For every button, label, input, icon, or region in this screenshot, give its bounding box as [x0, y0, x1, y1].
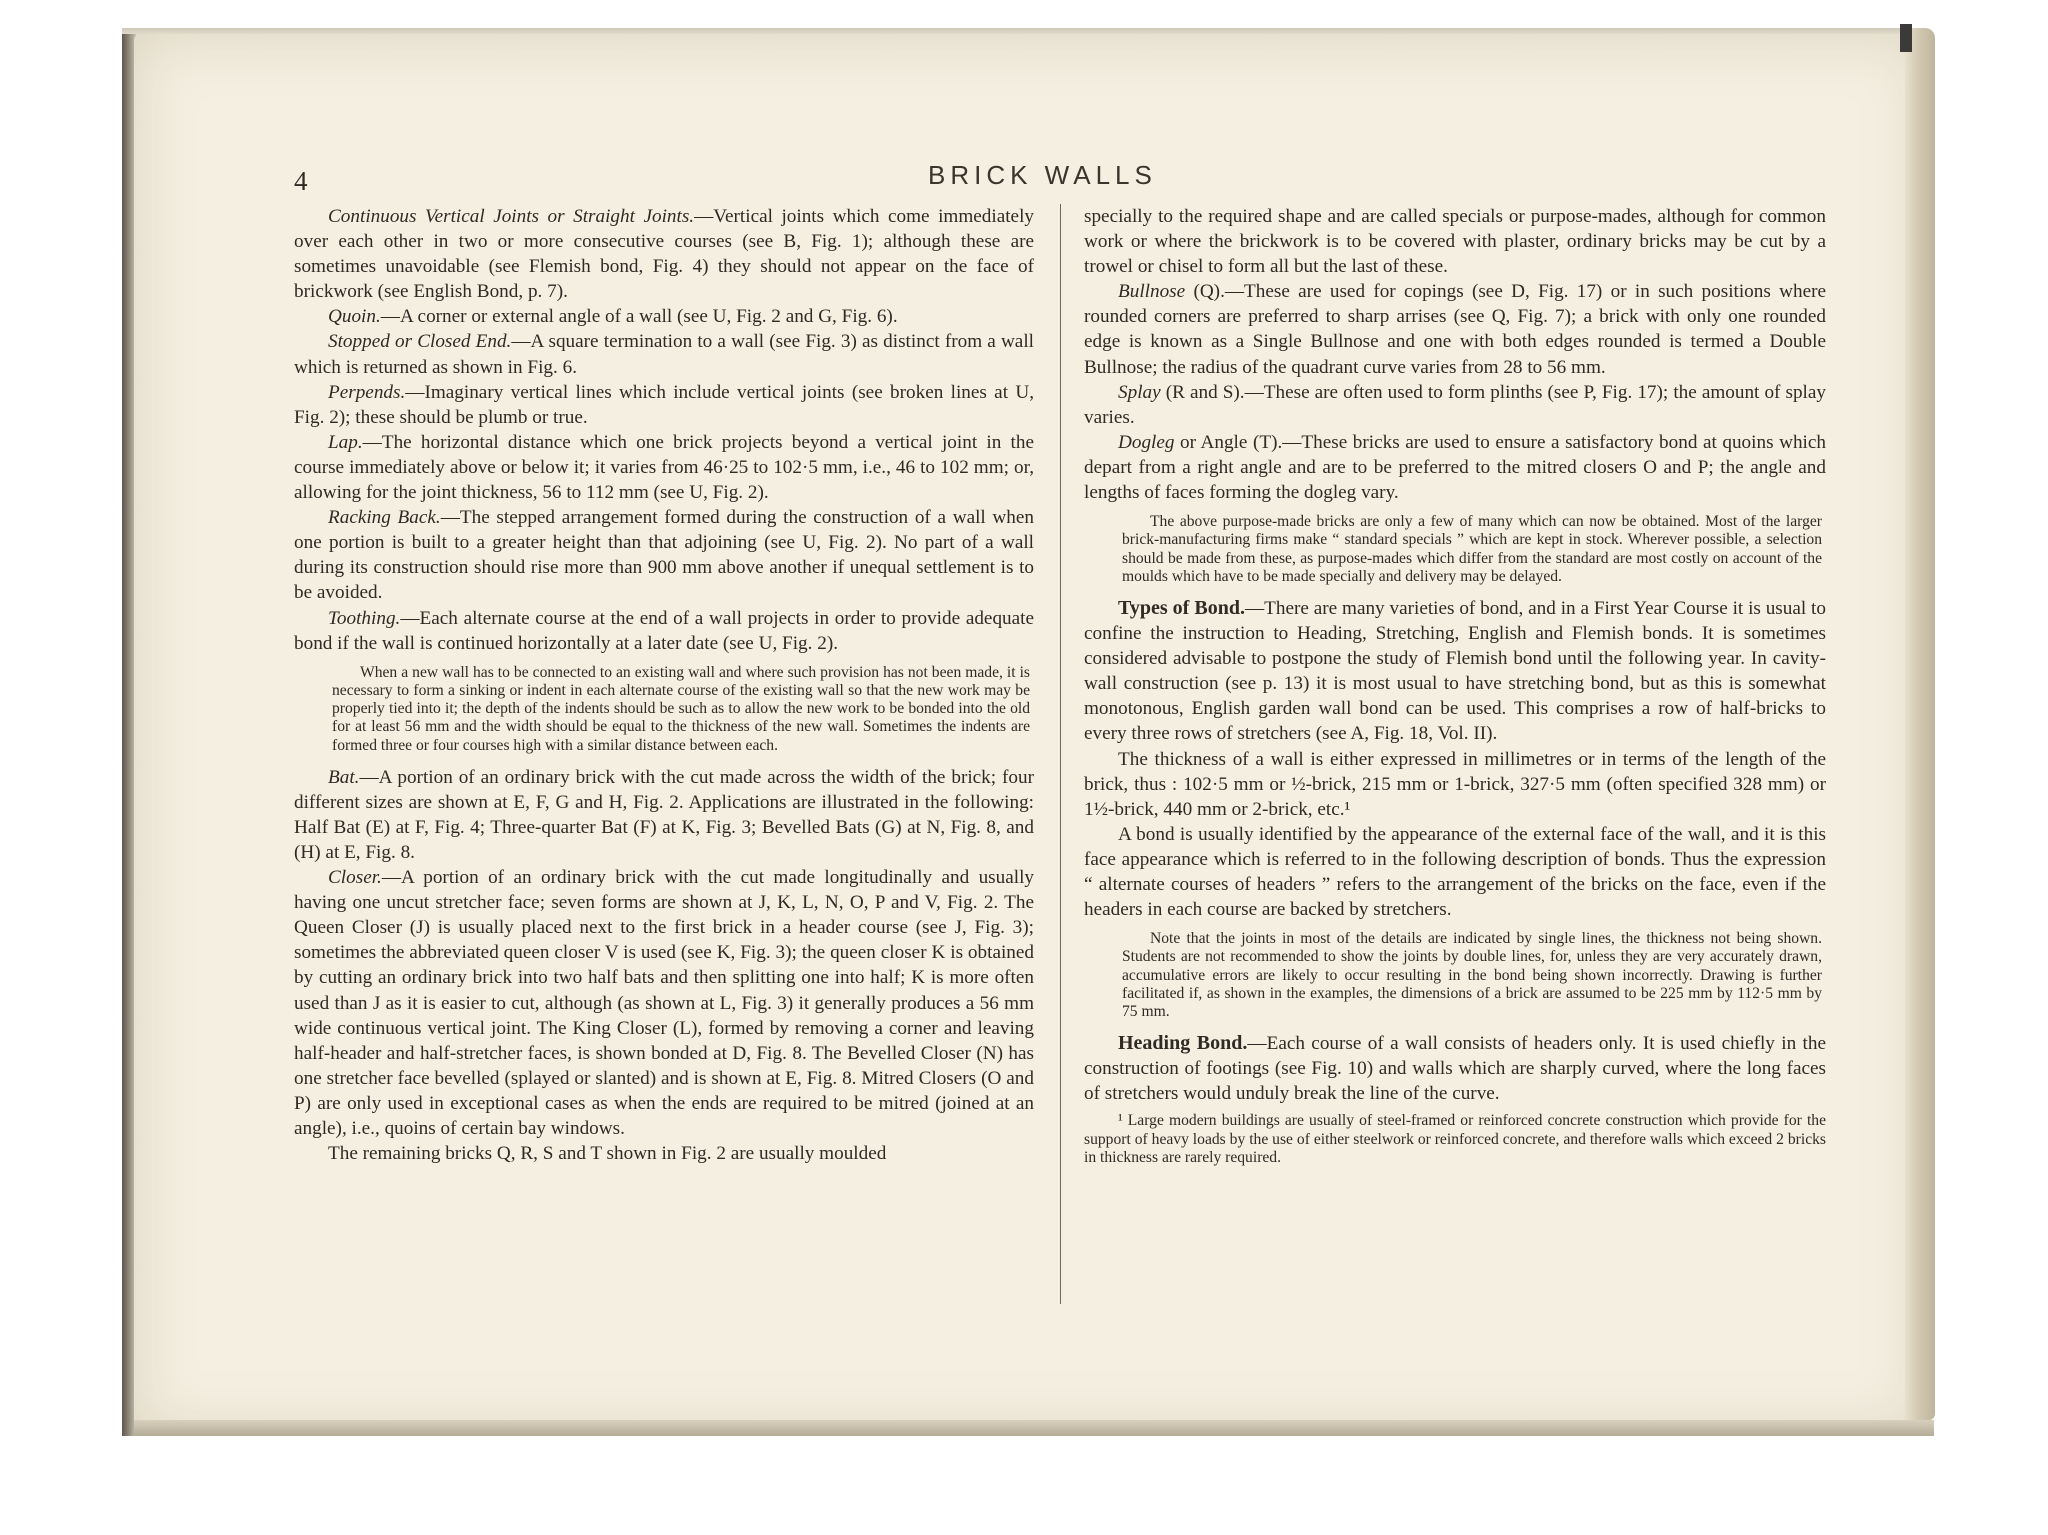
paragraph — [1084, 1031, 1826, 1106]
paragraph-text: —A square termination to a wall (see Fig. 3) as distinct from a wall which is returned as shown in Fig. 6. — [294, 331, 1034, 378]
paragraph-text: specially to the required shape and are called specials or purpose-mades, although for common work or where the brickwork is to be covered with plaster, ordinary bricks may be cut by a trowel or chisel to form all but the last of these. — [1084, 206, 1826, 278]
left-paragraphs — [294, 204, 1034, 656]
paragraph-term: Bullnose — [1118, 281, 1186, 303]
column-rule — [1060, 204, 1061, 1304]
paragraph-text: A bond is usually identified by the appearance of the external face of the wall, and it is this face appearance which is referred to in the following description of bonds. Thus the expression “ alternate courses of headers ” refers to the arrangement of the bricks on the face, even if the headers in each course are backed by stretchers. — [1084, 823, 1826, 921]
paragraph-text: —Each course of a wall consists of headers only. It is used chiefly in the construction of footings (see Fig. 10) and walls which are sharply curved, where the long faces of stretchers would unduly break the line of the curve. — [1084, 1033, 1827, 1105]
paragraph-text: The remaining bricks Q, R, S and T shown in Fig. 2 are usually moulded — [328, 1143, 887, 1165]
paragraph — [1084, 279, 1826, 379]
paragraph — [294, 606, 1034, 656]
page-number: 4 — [294, 166, 308, 196]
paragraph-text: —Imaginary vertical lines which include vertical joints (see broken lines at U, Fig. 2); these should be plumb or true. — [294, 381, 1034, 428]
paragraph-term: Racking Back. — [328, 507, 441, 529]
paragraph-text: —The stepped arrangement formed during the construction of a wall when one portion is built to a greater height than that adjoining (see U, Fig. 2). No part of a wall during its construction should rise more than 900 mm above another if unequal settlement is to be avoided. — [294, 507, 1034, 604]
paragraph — [294, 430, 1034, 505]
paragraph-text: —A portion of an ordinary brick with the cut made longitudinally and usually having one uncut stretcher face; seven forms are shown at J, K, L, N, O, P and V, Fig. 2. The Queen Closer (J) is usually placed next to the first brick in a header course (see J, Fig. 3); sometimes the abbreviated queen closer V is used (see K, Fig. 3); the queen closer K is obtained by cutting an ordinary brick into two half bats and then splitting one into half; K is more often used than J as it is easier to cut, although (as shown at L, Fig. 3) it generally produces a 56 mm wide continuous vertical joint. The King Closer (L), formed by removing a corner and leaving half-header and half-stretcher faces, is shown bonded at D, Fig. 8. The Bevelled Closer (N) has one stretcher face bevelled (splayed or slanted) and is shown at E, Fig. 8. Mitred Closers (O and P) are only used in exceptional cases as when the ends are required to be mitred (joined at an angle), i.e., quoins of certain bay windows. — [294, 867, 1034, 1140]
paragraph-term: Continuous Vertical Joints or Straight Joints. — [328, 206, 695, 227]
right-paragraphs — [1084, 204, 1826, 505]
paragraph — [294, 765, 1034, 865]
page-corner-shadow — [1900, 24, 1912, 52]
paragraph-text: The thickness of a wall is either expressed in millimetres or in terms of the length of the brick, thus : 102·5 mm or ½-brick, 215 mm or 1-brick, 327·5 mm (often specified 328 mm) or 1½-brick, 440 mm or 2-brick, etc.¹ — [1084, 748, 1826, 820]
paragraph — [1084, 430, 1826, 505]
paragraph-term: Lap. — [328, 431, 363, 453]
paragraph-text: —Vertical joints which come immediately over each other in two or more consecutive courses (see B, Fig. 1); although these are sometimes unavoidable (see Flemish bond, Fig. 4) they should not appear on the face of brickwork (see English Bond, p. 7). — [294, 206, 1034, 303]
paragraph-term: Stopped or Closed End. — [328, 331, 512, 353]
paragraph — [1084, 747, 1826, 822]
paragraph — [294, 865, 1034, 1141]
running-head: BRICK WALLS — [928, 160, 1157, 190]
right-column — [1084, 204, 1826, 1167]
paragraph — [294, 380, 1034, 430]
right-paragraphs-2 — [1084, 596, 1826, 922]
left-column — [294, 204, 1034, 1166]
paragraph-text: (Q).—These are used for copings (see D, Fig. 17) or in such positions where rounded corners are preferred to sharp arrises (see Q, Fig. 7); a brick with only one rounded edge is known as a Single Bullnose and one with both edges rounded is termed a Double Bullnose; the radius of the quadrant curve varies from 28 to 56 mm. — [1084, 281, 1826, 378]
paragraph-text: —Each alternate course at the end of a wall projects in order to provide adequate bond if the wall is continued horizontally at a later date (see U, Fig. 2). — [294, 607, 1034, 654]
paragraph — [294, 1141, 1034, 1166]
paragraph — [1084, 822, 1826, 922]
paragraph — [294, 304, 1034, 329]
paragraph — [294, 329, 1034, 379]
paragraph-text: (R and S).—These are often used to form plinths (see P, Fig. 17); the amount of splay varies. — [1084, 381, 1826, 428]
left-paragraphs-2 — [294, 765, 1034, 1167]
page-edge-bottom — [134, 1420, 1934, 1436]
footnote: ¹ Large modern buildings are usually of steel-framed or reinforced concrete construction which provide for the support of heavy loads by the use of either steelwork or reinforced concrete, and therefore walls which exceed 2 bricks in thickness are rarely required. — [1084, 1112, 1826, 1166]
paragraph — [1084, 380, 1826, 430]
paragraph-term: Closer. — [328, 867, 382, 889]
paragraph-term: Perpends. — [328, 381, 406, 403]
paragraph-text: —A corner or external angle of a wall (see U, Fig. 2 and G, Fig. 6). — [380, 306, 898, 328]
paragraph-text: or Angle (T).—These bricks are used to ensure a satisfactory bond at quoins which depart from a right angle and are to be preferred to the mitred closers O and P; the angle and lengths of faces forming the dogleg vary. — [1084, 431, 1826, 504]
right-note: The above purpose-made bricks are only a few of many which can now be obtained. Most of the larger brick-manufacturing firms make “ standard specials ” which are kept in stock. Wherever possible, a selection should be made from these, as purpose-mades which differ from the standard are most costly on account of the moulds which have to be made specially and delivery may be delayed. — [1122, 513, 1822, 585]
left-note: When a new wall has to be connected to an existing wall and where such provision has not been made, it is necessary to form a sinking or indent in each alternate course of the existing wall so that the new work may be properly tied into it; the depth of the indents should be such as to allow the new work to be bonded into the old for at least 56 mm and the width should be equal to the thickness of the new wall. Sometimes the indents are formed three or four courses high with a similar distance between each. — [332, 663, 1030, 754]
paragraph-term: Bat. — [328, 766, 360, 788]
paragraph-term: Toothing. — [328, 607, 401, 629]
paragraph-term: Heading Bond. — [1118, 1032, 1248, 1055]
paragraph-term: Quoin. — [328, 306, 381, 328]
right-note-2: Note that the joints in most of the details are indicated by single lines, the thickness not being shown. Students are not recommended to show the joints by double lines, for, unless they are very accurately drawn, accumulative errors are likely to occur resulting in the bond being shown incorrectly. Drawing is further facilitated if, as shown in the examples, the dimensions of a brick are assumed to be 225 mm by 112·5 mm by 75 mm. — [1122, 930, 1822, 1020]
right-paragraphs-3 — [1084, 1031, 1826, 1106]
paragraph-text: —The horizontal distance which one brick projects beyond a vertical joint in the course immediately above or below it; it varies from 46·25 to 102·5 mm, i.e., 46 to 102 mm; or, allowing for the joint thickness, 56 to 112 mm (see U, Fig. 2). — [294, 431, 1034, 504]
paragraph — [1084, 596, 1826, 747]
paragraph — [294, 204, 1034, 304]
paragraph-term: Dogleg — [1118, 431, 1175, 453]
paragraph-term: Splay — [1118, 381, 1161, 403]
paragraph-term: Types of Bond. — [1118, 596, 1245, 619]
paragraph — [1084, 204, 1826, 279]
paragraph-text: —There are many varieties of bond, and in a First Year Course it is usual to confine the instruction to Heading, Stretching, English and Flemish bonds. It is sometimes considered advisable to postpone the study of Flemish bond until the following year. In cavity-wall construction (see p. 13) it is most usual to have stretching bond, but as this is somewhat monotonous, English garden wall bond can be used. This comprises a row of half-bricks to every three rows of stretchers (see A, Fig. 18, Vol. II). — [1084, 597, 1826, 745]
paragraph — [294, 505, 1034, 605]
page-edge-right — [1905, 28, 1935, 1420]
paragraph-text: —A portion of an ordinary brick with the cut made across the width of the brick; four different sizes are shown at E, F, G and H, Fig. 2. Applications are illustrated in the following: Half Bat (E) at F, Fig. 4; Three-quarter Bat (F) at K, Fig. 3; Bevelled Bats (G) at N, Fig. 8, and (H) at E, Fig. 8. — [294, 766, 1034, 863]
